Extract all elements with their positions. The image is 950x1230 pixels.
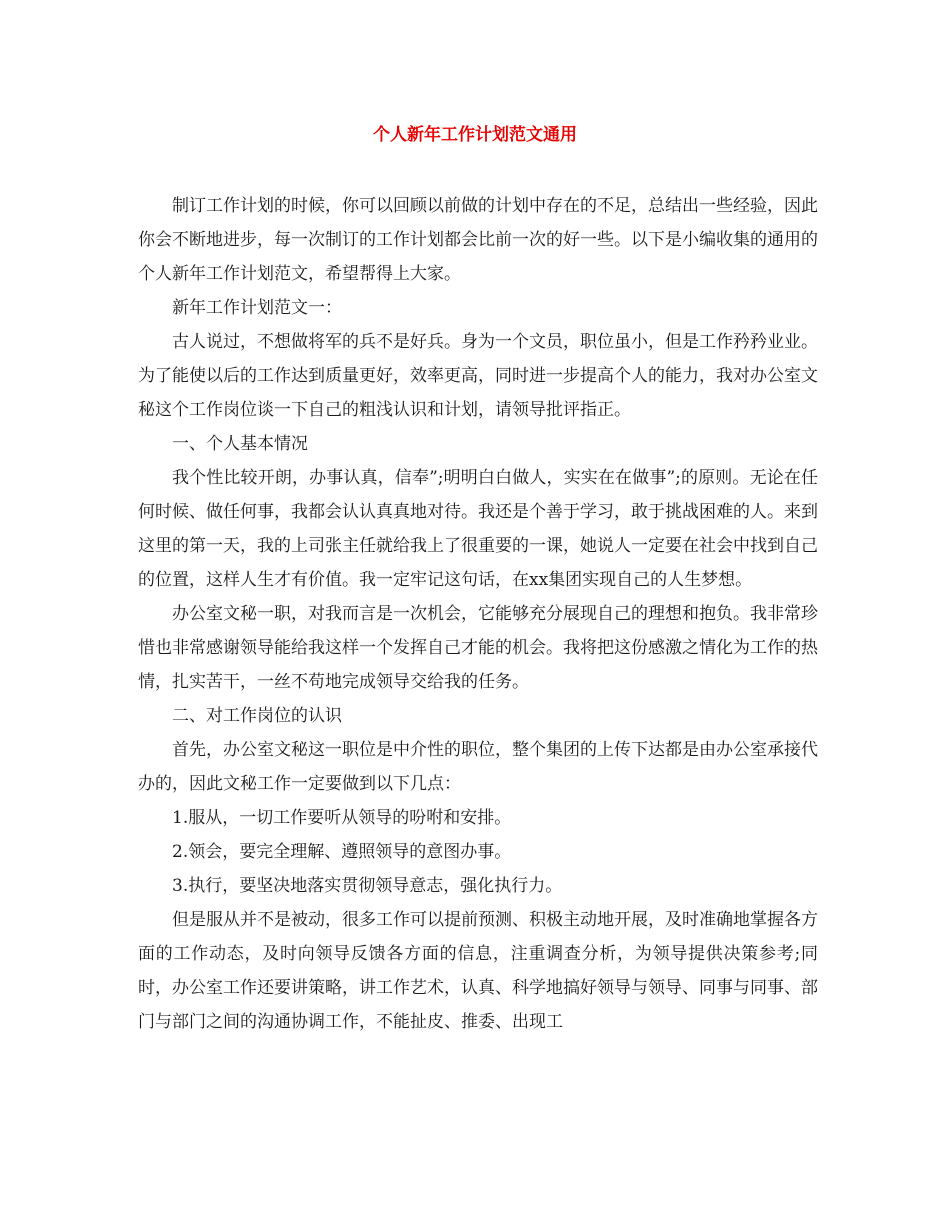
- paragraph-opportunity: 办公室文秘一职，对我而言是一次机会，它能够充分展现自己的理想和抱负。我非常珍惜也非常感谢领导能给我这样一个发挥自己才能的机会。我将把这份感激之情化为工作的热情，扎实苦干，一丝不苟地完成领导交给我的任务。: [138, 604, 818, 692]
- list-item-execute: 3.执行，要坚决地落实贯彻领导意志，强化执行力。: [172, 876, 563, 896]
- paragraph-intermediary: 首先，办公室文秘这一职位是中介性的职位，整个集团的上传下达都是由办公室承接代办的，因此文秘工作一定要做到以下几点：: [138, 740, 818, 794]
- paragraph-ancients: 古人说过，不想做将军的兵不是好兵。身为一个文员，职位虽小，但是工作矜矜业业。为了能使以后的工作达到质量更好，效率更高，同时进一步提高个人的能力，我对办公室文秘这个工作岗位谈一下自己的粗浅认识和计划，请领导批评指正。: [138, 332, 818, 420]
- section-heading-position: 二、对工作岗位的认识: [172, 706, 342, 726]
- list-item-understand: 2.领会，要完全理解、遵照领导的意图办事。: [172, 842, 512, 862]
- list-item-obey: 1.服从，一切工作要听从领导的吩咐和安排。: [172, 808, 512, 828]
- section-heading-personal: 一、个人基本情况: [172, 434, 308, 454]
- paragraph-intro: 制订工作计划的时候，你可以回顾以前做的计划中存在的不足，总结出一些经验，因此你会不断地进步，每一次制订的工作计划都会比前一次的好一些。以下是小编收集的通用的个人新年工作计划范文，希望帮得上大家。: [138, 196, 818, 284]
- paragraph-sample-heading: 新年工作计划范文一：: [172, 298, 342, 318]
- paragraph-personality: 我个性比较开朗，办事认真，信奉”;明明白白做人，实实在在做事”;的原则。无论在任何时候、做任何事，我都会认认真真地对待。我还是个善于学习，敢于挑战困难的人。来到这里的第一天，我的上司张主任就给我上了很重要的一课，她说人一定要在社会中找到自己的位置，这样人生才有价值。我一定牢记这句话，在xx集团实现自己的人生梦想。: [138, 468, 818, 590]
- document-body: [138, 189, 818, 1039]
- document-title: 个人新年工作计划范文通用: [373, 125, 577, 145]
- paragraph-proactive: 但是服从并不是被动，很多工作可以提前预测、积极主动地开展，及时准确地掌握各方面的工作动态，及时向领导反馈各方面的信息，注重调查分析，为领导提供决策参考;同时，办公室工作还要讲策略，讲工作艺术，认真、科学地搞好领导与领导、同事与同事、部门与部门之间的沟通协调工作，不能扯皮、推委、出现工: [138, 910, 818, 1032]
